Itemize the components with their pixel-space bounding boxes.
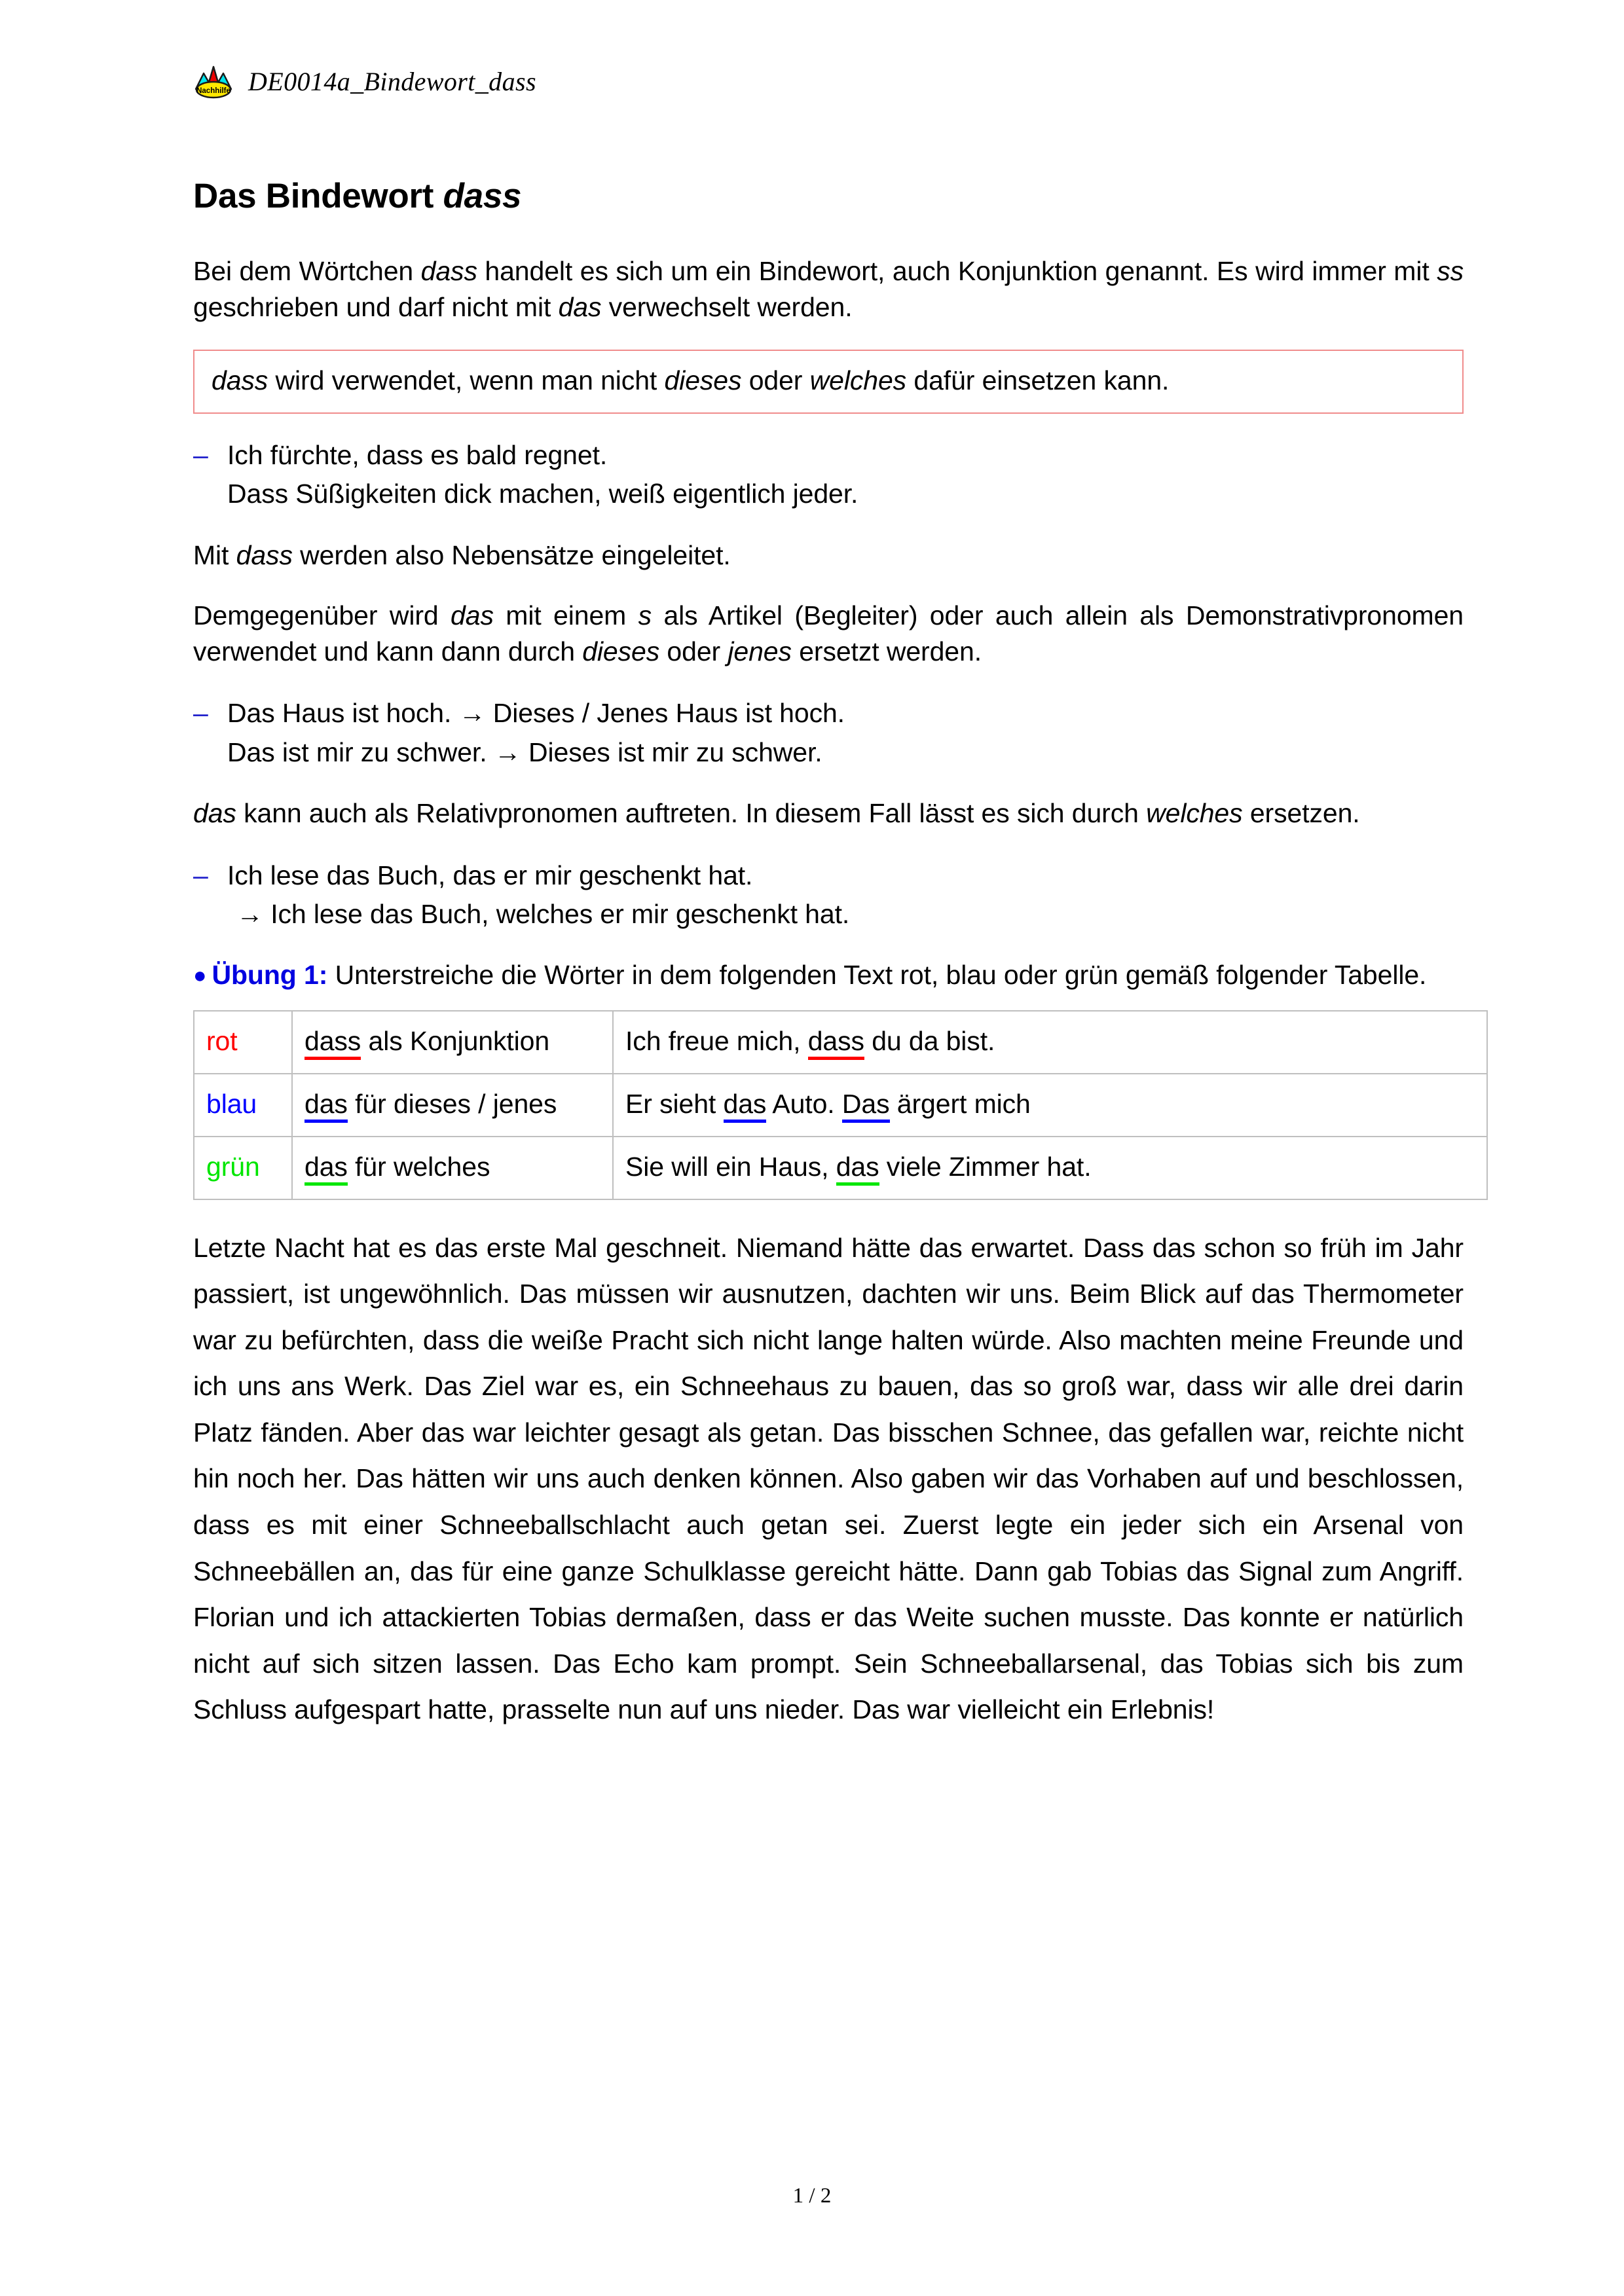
mitdass-seg-2: werden also Nebensätze eingeleitet.: [292, 539, 731, 570]
intro-italic-ss: ss: [1437, 256, 1464, 287]
paragraph-demgegenueber: [193, 598, 1464, 669]
example-post: Auto.: [766, 1089, 842, 1120]
demg-italic-s: s: [638, 600, 652, 631]
table-cell-example: [613, 1074, 1487, 1137]
rule-underlined-word: das: [304, 1089, 348, 1123]
table-row: [194, 1137, 1487, 1199]
color-word: blau: [206, 1089, 257, 1120]
list-item: [193, 475, 1464, 513]
page-header: [193, 63, 536, 100]
nachhilfe-logo-icon: [193, 63, 234, 100]
intro-seg-3: geschrieben und darf nicht mit: [193, 291, 559, 322]
demg-italic-jenes: jenes: [728, 636, 792, 666]
rule-italic-welches: welches: [809, 365, 907, 396]
table-row: [194, 1074, 1487, 1137]
example-list-1: [193, 436, 1464, 514]
table-cell-color: [194, 1074, 292, 1137]
rel-italic-welches: welches: [1146, 797, 1243, 828]
exercise-heading: [193, 957, 1464, 993]
example-list-2: [193, 694, 1464, 772]
rule-seg-3: dafür einsetzen kann.: [906, 365, 1170, 396]
rule-italic-dieses: dieses: [664, 365, 742, 396]
list-item-label: Das ist mir zu schwer. → Dieses ist mir zu schwer.: [227, 737, 822, 767]
color-word: rot: [206, 1026, 238, 1057]
table-cell-color: [194, 1137, 292, 1199]
rule-rest-text: für welches: [347, 1152, 490, 1182]
demg-seg-4: oder: [659, 636, 728, 666]
list-item-label: Dass Süßigkeiten dick machen, weiß eigentlich jeder.: [227, 479, 858, 509]
rule-callout-text: [212, 363, 1445, 398]
list-item-label: Ich lese das Buch, das er mir geschenkt hat.: [227, 860, 753, 890]
list-dash-spacer: [193, 475, 227, 513]
exercise-label: Übung 1:: [212, 960, 328, 991]
list-item: [193, 436, 1464, 475]
list-item: [193, 856, 1464, 895]
page-title-italic: dass: [443, 177, 522, 215]
rule-rest-text: als Konjunktion: [361, 1026, 550, 1057]
rel-seg-1: kann auch als Relativpronomen auftreten. In diesem Fall lässt es sich durch: [236, 797, 1147, 828]
rel-seg-2: ersetzen.: [1242, 797, 1360, 828]
list-item-label: → Ich lese das Buch, welches er mir geschenkt hat.: [236, 898, 850, 929]
list-dash-spacer: [193, 733, 227, 772]
intro-seg-4: verwechselt werden.: [601, 291, 853, 322]
page-number: 1 / 2: [792, 2184, 832, 2208]
mitdass-seg-1: Mit: [193, 539, 236, 570]
table-cell-rule: [292, 1074, 613, 1137]
rel-italic-das: das: [193, 797, 236, 828]
color-legend-table: [193, 1010, 1488, 1200]
list-item: [193, 733, 1464, 772]
example-pre: Er sieht: [625, 1089, 724, 1120]
example-pre: Ich freue mich,: [625, 1026, 808, 1057]
table-cell-example: [613, 1011, 1487, 1074]
mitdass-italic-dass: dass: [236, 539, 293, 570]
intro-italic-dass: dass: [420, 256, 477, 287]
table-row: [194, 1011, 1487, 1074]
paragraph-mit-dass: [193, 538, 1464, 574]
demg-seg-1: Demgegenüber wird: [193, 600, 451, 631]
example-pre: Sie will ein Haus,: [625, 1152, 836, 1182]
rule-underlined-word: dass: [304, 1026, 361, 1060]
exercise-story-text: Letzte Nacht hat es das erste Mal geschneit. Niemand hätte das erwartet. Dass das schon so früh im Jahr passiert, ist ungewöhnlich. Das müssen wir ausnutzen, dachten wir uns. Beim Blick auf das Thermometer war zu befürchten, dass die weiße Pracht sich nicht lange halten würde. Also machten meine Freunde und ich uns ans Werk. Das Ziel war es, ein Schneehaus zu bauen, das so groß war, dass wir alle drei darin Platz fänden. Aber das war leichter gesagt als getan. Das bisschen Schnee, das gefallen war, reichte nicht hin noch her. Das hätten wir uns auch denken können. Also gaben wir das Vorhaben auf und beschlossen, dass es mit einer Schneeballschlacht auch getan sei. Zuerst legte ein jeder sich ein Arsenal von Schneebällen an, das für eine ganze Schulklasse gereicht hätte. Dann gab Tobias das Signal zum Angriff. Florian und ich attackierten Tobias dermaßen, dass er das Weite suchen musste. Das konnte er natürlich nicht auf sich sitzen lassen. Das Echo kam prompt. Sein Schneeballarsenal, das Tobias sich bis zum Schluss aufgespart hatte, prasselte nun auf uns nieder. Das war vielleicht ein Erlebnis!: [193, 1232, 1464, 1725]
header-document-code: DE0014a_Bindewort_dass: [248, 66, 536, 96]
page-title: [193, 177, 1464, 215]
table-cell-rule: [292, 1011, 613, 1074]
rule-italic-dass: dass: [212, 365, 268, 396]
list-dash-icon: –: [193, 860, 208, 890]
intro-seg-2: handelt es sich um ein Bindewort, auch Konjunktion genannt. Es wird immer mit: [477, 256, 1437, 287]
page-title-plain: Das Bindewort: [193, 177, 443, 215]
rule-underlined-word: das: [304, 1152, 348, 1186]
example-post-2: ärgert mich: [889, 1089, 1031, 1120]
list-item: [193, 895, 1464, 934]
document-content: [193, 177, 1464, 1733]
list-dash-icon: –: [193, 439, 208, 470]
demg-seg-3: als Artikel (Begleiter) oder auch allein als Demonstrativpronomen verwendet und kann dann durch: [193, 600, 1464, 666]
table-cell-rule: [292, 1137, 613, 1199]
example-underlined-word: das: [836, 1152, 879, 1186]
demg-seg-5: ersetzt werden.: [791, 636, 982, 666]
table-cell-color: [194, 1011, 292, 1074]
example-post: viele Zimmer hat.: [879, 1152, 1092, 1182]
paragraph-relativpronomen: [193, 795, 1464, 831]
list-item-label: Das Haus ist hoch. → Dieses / Jenes Haus ist hoch.: [227, 698, 845, 729]
page-footer: [0, 2184, 1624, 2208]
list-dash-spacer: [193, 895, 227, 934]
example-underlined-word: das: [724, 1089, 767, 1123]
rule-seg-1: wird verwendet, wenn man nicht: [268, 365, 665, 396]
rule-seg-2: oder: [741, 365, 810, 396]
intro-italic-das: das: [558, 291, 602, 322]
color-word: grün: [206, 1152, 260, 1182]
example-post: du da bist.: [864, 1026, 995, 1057]
example-list-3: [193, 856, 1464, 934]
list-item-label: Ich fürchte, dass es bald regnet.: [227, 439, 608, 470]
intro-paragraph: [193, 253, 1464, 325]
rule-rest-text: für dieses / jenes: [347, 1089, 557, 1120]
demg-italic-das: das: [451, 600, 494, 631]
rule-callout-box: [193, 350, 1464, 413]
svg-text:Nachhilfe: Nachhilfe: [196, 87, 231, 95]
table-cell-example: [613, 1137, 1487, 1199]
list-dash-icon: –: [193, 698, 208, 729]
example-underlined-word: dass: [808, 1026, 864, 1060]
demg-italic-dieses: dieses: [582, 636, 660, 666]
exercise-instruction: Unterstreiche die Wörter in dem folgenden Text rot, blau oder grün gemäß folgender Tabelle.: [327, 960, 1427, 991]
demg-seg-2: mit einem: [493, 600, 638, 631]
bullet-icon: ●: [193, 963, 207, 989]
list-item: [193, 694, 1464, 733]
example-underlined-word-2: Das: [842, 1089, 890, 1123]
intro-seg-1: Bei dem Wörtchen: [193, 256, 421, 287]
